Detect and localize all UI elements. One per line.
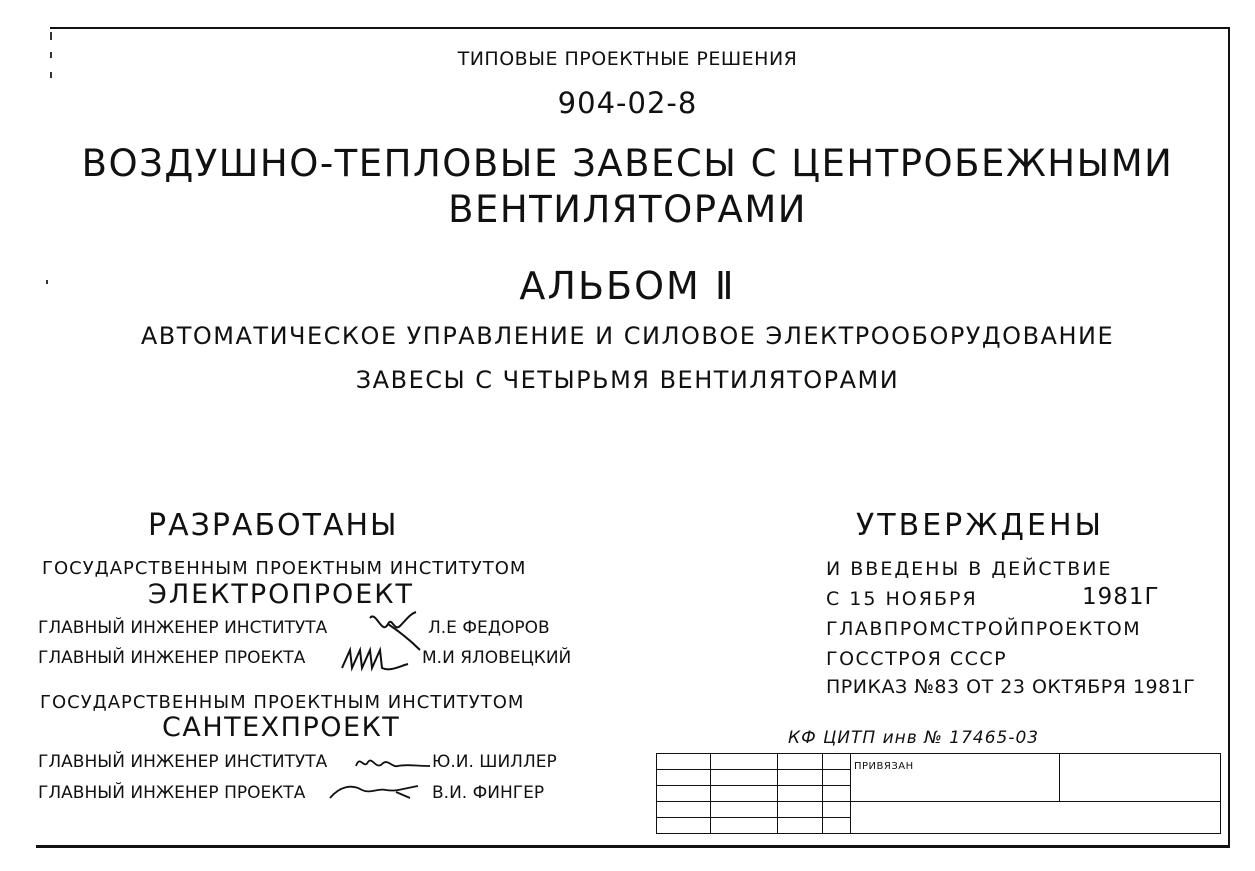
developed-heading: РАЗРАБОТАНЫ xyxy=(148,508,399,543)
bound-label: ПРИВЯЗАН xyxy=(854,761,914,772)
approved-line-3: ГЛАВПРОМСТРОЙПРОЕКТОМ xyxy=(826,618,1142,640)
org2-chief-institute-role: ГЛАВНЫЙ ИНЖЕНЕР ИНСТИТУТА xyxy=(38,752,328,772)
approved-heading: УТВЕРЖДЕНЫ xyxy=(856,508,1104,543)
subtitle-line-1: АВТОМАТИЧЕСКОЕ УПРАВЛЕНИЕ И СИЛОВОЕ ЭЛЕКТРООБОРУДОВАНИЕ xyxy=(140,322,1115,350)
title-line-1: ВОЗДУШНО-ТЕПЛОВЫЕ ЗАВЕСЫ С ЦЕНТРОБЕЖНЫМИ xyxy=(81,142,1174,185)
org1-chief-institute-name: Л.Е ФЕДОРОВ xyxy=(428,618,550,638)
org1-chief-project-name: М.И ЯЛОВЕЦКИЙ xyxy=(422,648,572,668)
subtitle-line-2: ЗАВЕСЫ С ЧЕТЫРЬМЯ ВЕНТИЛЯТОРАМИ xyxy=(355,366,900,394)
frame-top-line xyxy=(50,27,1230,29)
series-code: 904-02-8 xyxy=(557,86,698,120)
org1-line: ГОСУДАРСТВЕННЫМ ПРОЕКТНЫМ ИНСТИТУТОМ xyxy=(42,558,527,579)
album-number: АЛЬБОМ Ⅱ xyxy=(519,264,736,308)
org2-chief-project-role: ГЛАВНЫЙ ИНЖЕНЕР ПРОЕКТА xyxy=(38,783,306,803)
signature-yalovetsky xyxy=(338,644,424,674)
approved-date-day: С 15 НОЯБРЯ xyxy=(826,588,978,610)
signature-finger xyxy=(326,780,422,804)
org2-chief-project-name: В.И. ФИНГЕР xyxy=(432,783,545,803)
org2-chief-institute-name: Ю.И. ШИЛЛЕР xyxy=(432,752,557,772)
approved-line-1: И ВВЕДЕНЫ В ДЕЙСТВИЕ xyxy=(826,558,1113,580)
title-line-2: ВЕНТИЛЯТОРАМИ xyxy=(448,188,807,231)
margin-mark xyxy=(50,72,52,78)
signature-shiller xyxy=(352,752,434,774)
frame-bottom-line xyxy=(36,845,1230,848)
title-block-table xyxy=(656,753,1221,834)
org1-name: ЭЛЕКТРОПРОЕКТ xyxy=(148,579,414,610)
org1-chief-project-role: ГЛАВНЫЙ ИНЖЕНЕР ПРОЕКТА xyxy=(38,648,306,668)
approved-line-4: ГОССТРОЯ СССР xyxy=(826,648,1008,670)
inventory-number: КФ ЦИТП инв № 17465-03 xyxy=(788,728,1040,748)
approved-date-year: 1981Г xyxy=(1082,584,1160,610)
org2-name: САНТЕХПРОЕКТ xyxy=(162,712,401,743)
org2-line: ГОСУДАРСТВЕННЫМ ПРОЕКТНЫМ ИНСТИТУТОМ xyxy=(40,692,525,713)
series-title: ТИПОВЫЕ ПРОЕКТНЫЕ РЕШЕНИЯ xyxy=(457,48,798,70)
approved-order: ПРИКАЗ №83 ОТ 23 ОКТЯБРЯ 1981Г xyxy=(826,676,1196,698)
margin-mark xyxy=(50,32,52,40)
org1-chief-institute-role: ГЛАВНЫЙ ИНЖЕНЕР ИНСТИТУТА xyxy=(38,618,328,638)
